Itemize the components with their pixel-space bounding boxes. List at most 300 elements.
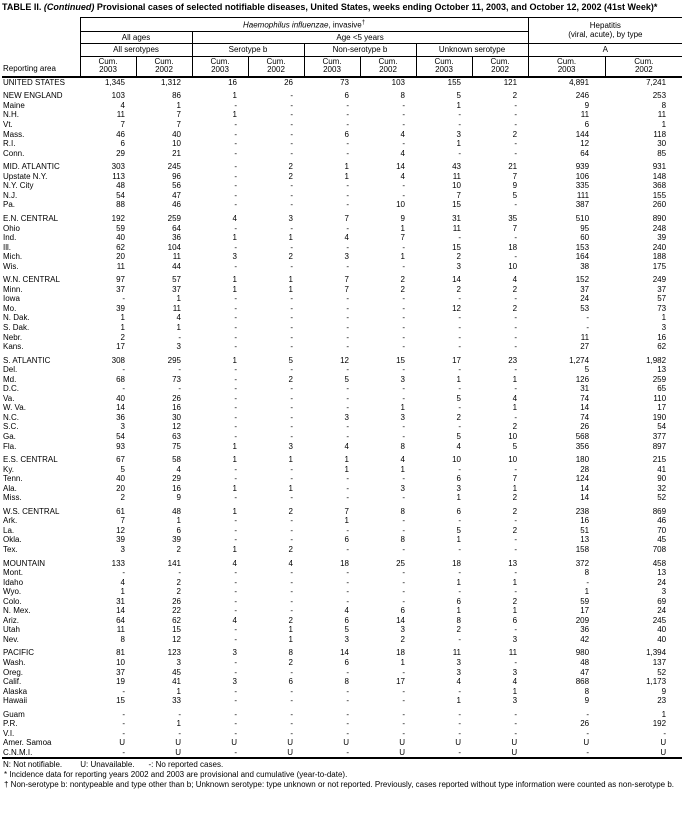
value-cell: - — [290, 384, 293, 394]
reporting-area-cell: Calif. — [3, 677, 22, 687]
table-row — [2, 432, 682, 442]
value-cell: 8 — [400, 441, 405, 451]
value-cell: 62 — [657, 342, 667, 352]
value-cell: 11 — [172, 252, 181, 262]
table-row — [2, 507, 682, 517]
value-cell: - — [234, 190, 237, 200]
value-cell: - — [290, 261, 293, 271]
value-cell: 97 — [116, 275, 125, 285]
table-row — [2, 606, 682, 616]
value-cell: 192 — [111, 213, 125, 223]
value-cell: - — [514, 535, 518, 545]
value-cell: 308 — [111, 355, 125, 365]
value-cell: 19 — [116, 677, 125, 687]
value-cell: 1 — [456, 493, 461, 503]
value-cell: 15 — [396, 355, 405, 365]
value-cell: 1,394 — [646, 648, 667, 658]
value-cell: - — [290, 91, 293, 101]
value-cell: - — [458, 365, 461, 375]
table-row — [2, 696, 682, 706]
value-cell: - — [290, 181, 293, 191]
value-cell: - — [234, 577, 237, 587]
value-cell: 3 — [232, 648, 237, 658]
value-cell: 6 — [344, 535, 349, 545]
reporting-area-cell: Ala. — [3, 483, 17, 493]
value-cell: - — [234, 162, 237, 172]
value-cell: 2 — [456, 252, 461, 262]
value-cell: 6 — [344, 615, 349, 625]
table-title — [2, 2, 674, 14]
value-cell: - — [402, 719, 405, 729]
value-cell: 2 — [512, 129, 518, 139]
value-cell: - — [346, 493, 349, 503]
value-cell: 8 — [661, 100, 667, 110]
value-cell: - — [402, 120, 405, 130]
value-cell: 249 — [652, 275, 667, 285]
value-cell: - — [458, 294, 461, 304]
value-cell: 246 — [575, 91, 590, 101]
value-cell: 1 — [176, 516, 181, 526]
value-cell: - — [290, 493, 293, 503]
value-cell: 1 — [512, 483, 518, 493]
value-cell: 5 — [120, 464, 125, 474]
table-row — [2, 375, 682, 385]
value-cell: - — [402, 431, 405, 441]
value-cell: 4 — [176, 464, 181, 474]
value-cell: 1 — [344, 464, 349, 474]
value-cell: 1 — [176, 686, 181, 696]
value-cell: - — [402, 596, 405, 606]
value-cell: - — [402, 525, 405, 535]
title-prefix: TABLE II. — [2, 2, 44, 12]
value-cell: - — [346, 242, 349, 252]
value-cell: - — [290, 120, 293, 130]
value-cell: 10 — [452, 455, 461, 465]
value-cell: 86 — [172, 91, 181, 101]
value-cell: - — [402, 686, 405, 696]
value-cell: - — [458, 634, 461, 644]
reporting-area-cell: La. — [3, 525, 15, 535]
value-cell: - — [514, 568, 518, 578]
value-cell: - — [346, 587, 349, 597]
value-cell: 96 — [172, 171, 181, 181]
value-cell: 11 — [116, 110, 125, 120]
value-cell: - — [290, 525, 293, 535]
value-cell: - — [234, 200, 237, 210]
value-cell: - — [234, 412, 237, 422]
value-cell: - — [346, 322, 349, 332]
value-cell: - — [346, 303, 349, 313]
value-cell: U — [287, 738, 293, 748]
table-row — [2, 294, 682, 304]
value-cell: - — [234, 342, 237, 352]
value-cell: 3 — [344, 252, 349, 262]
value-cell: 1 — [344, 455, 349, 465]
value-cell: 6 — [512, 615, 518, 625]
value-cell: - — [402, 322, 405, 332]
value-cell: 1 — [232, 284, 237, 294]
reporting-area-cell: S. ATLANTIC — [3, 355, 51, 365]
value-cell: 356 — [575, 441, 590, 451]
value-cell: 37 — [116, 284, 125, 294]
reporting-area-cell: Amer. Samoa — [3, 738, 52, 748]
hflu-dagger-mark: † — [361, 19, 366, 26]
value-cell: - — [514, 719, 518, 729]
value-cell: - — [346, 403, 349, 413]
reporting-area-cell: S. Dak. — [3, 322, 30, 332]
value-cell: - — [234, 686, 237, 696]
value-cell: 152 — [575, 275, 590, 285]
value-cell: - — [234, 100, 237, 110]
value-cell: - — [458, 709, 461, 719]
value-cell: U — [399, 738, 405, 748]
value-cell: 3 — [512, 696, 518, 706]
value-cell: - — [234, 658, 237, 668]
value-cell: 12 — [340, 355, 349, 365]
value-cell: 4 — [512, 393, 518, 403]
value-cell: - — [346, 384, 349, 394]
value-cell: 54 — [657, 422, 667, 432]
reporting-area-cell: S.C. — [3, 422, 19, 432]
reporting-area-cell: N. Mex. — [3, 606, 31, 616]
value-cell: - — [458, 686, 461, 696]
value-cell: 1 — [456, 696, 461, 706]
value-cell: 155 — [652, 190, 667, 200]
value-cell: 12 — [580, 139, 590, 149]
value-cell: 26 — [580, 719, 590, 729]
value-cell: 9 — [584, 696, 590, 706]
reporting-area-cell: Utah — [3, 625, 20, 635]
value-cell: - — [586, 747, 590, 757]
value-cell: - — [514, 332, 518, 342]
table-row — [2, 149, 682, 159]
reporting-area-cell: W. Va. — [3, 403, 26, 413]
value-cell: 13 — [580, 535, 590, 545]
value-cell: - — [234, 431, 237, 441]
value-cell: - — [234, 719, 237, 729]
value-cell: U — [583, 738, 590, 748]
value-cell: 8 — [584, 686, 590, 696]
value-cell: 7 — [512, 223, 518, 233]
value-cell: - — [234, 403, 237, 413]
value-cell: 6 — [176, 525, 181, 535]
table-row — [2, 545, 682, 555]
value-cell: 31 — [116, 596, 125, 606]
value-cell: - — [290, 464, 293, 474]
value-cell: 4 — [512, 275, 518, 285]
table-row — [2, 687, 682, 697]
reporting-area-cell: N.H. — [3, 110, 19, 120]
value-cell: 3 — [400, 483, 405, 493]
value-cell: - — [458, 233, 461, 243]
value-cell: - — [346, 332, 349, 342]
reporting-area-cell: Fla. — [3, 441, 17, 451]
value-cell: - — [514, 294, 518, 304]
value-cell: - — [234, 667, 237, 677]
value-cell: 7 — [176, 110, 181, 120]
value-cell: - — [234, 129, 237, 139]
value-cell: 3 — [176, 658, 181, 668]
legend-no-reported-cases: -: No reported cases. — [148, 760, 224, 770]
value-cell: 74 — [580, 412, 590, 422]
value-cell: - — [122, 384, 125, 394]
value-cell: 1 — [288, 634, 293, 644]
hflu-italic-label: Haemophilus influenzae — [243, 20, 329, 30]
value-cell: - — [290, 110, 293, 120]
value-cell: - — [290, 577, 293, 587]
value-cell: 26 — [580, 422, 590, 432]
value-cell: 1 — [232, 91, 237, 101]
reporting-area-header: Reporting area — [2, 17, 80, 77]
notifiable-diseases-table — [2, 17, 682, 760]
value-cell: 2 — [400, 275, 405, 285]
value-cell: 65 — [657, 384, 667, 394]
value-cell: 9 — [176, 493, 181, 503]
value-cell: 21 — [508, 162, 518, 172]
value-cell: 7,241 — [646, 77, 667, 87]
table-row — [2, 710, 682, 720]
value-cell: 57 — [172, 275, 181, 285]
value-cell: 39 — [116, 303, 125, 313]
value-cell: 190 — [652, 412, 667, 422]
cum-2003-header: Cum. 2003 — [304, 56, 360, 77]
value-cell: 3 — [456, 667, 461, 677]
value-cell: - — [346, 568, 349, 578]
cum-2002-header: Cum. 2002 — [605, 56, 682, 77]
table-row — [2, 130, 682, 140]
value-cell: 1 — [232, 483, 237, 493]
table-row — [2, 275, 682, 285]
table-row — [2, 568, 682, 578]
value-cell: 4 — [456, 441, 461, 451]
value-cell: 295 — [167, 355, 181, 365]
value-cell: - — [290, 393, 293, 403]
value-cell: 1,982 — [646, 355, 667, 365]
table-row — [2, 616, 682, 626]
unknown-serotype-header: Unknown serotype — [416, 44, 528, 57]
value-cell: - — [402, 709, 405, 719]
table-row — [2, 625, 682, 635]
value-cell: - — [402, 696, 405, 706]
value-cell: - — [402, 110, 405, 120]
value-cell: 9 — [584, 100, 590, 110]
value-cell: 1 — [344, 516, 349, 526]
value-cell: - — [234, 728, 237, 738]
value-cell: 144 — [575, 129, 590, 139]
value-cell: 4,891 — [569, 77, 590, 87]
value-cell: - — [290, 190, 293, 200]
value-cell: 13 — [657, 568, 667, 578]
value-cell: 45 — [172, 667, 181, 677]
reporting-area-cell: Minn. — [3, 284, 23, 294]
reporting-area-cell: Nebr. — [3, 332, 23, 342]
value-cell: 10 — [508, 431, 518, 441]
reporting-area-cell: MID. ATLANTIC — [3, 162, 60, 172]
value-cell: 10 — [172, 139, 181, 149]
value-cell: 5 — [584, 365, 590, 375]
table-row — [2, 719, 682, 729]
value-cell: - — [514, 148, 518, 158]
value-cell: 164 — [575, 252, 590, 262]
value-cell: - — [586, 577, 590, 587]
value-cell: 869 — [652, 506, 667, 516]
value-cell: 14 — [396, 162, 405, 172]
value-cell: 2 — [176, 577, 181, 587]
value-cell: - — [346, 181, 349, 191]
value-cell: - — [234, 516, 237, 526]
value-cell: 6 — [400, 606, 405, 616]
value-cell: - — [458, 516, 461, 526]
value-cell: 10 — [396, 200, 405, 210]
value-cell: - — [346, 728, 349, 738]
value-cell: - — [290, 719, 293, 729]
value-cell: 1 — [232, 545, 237, 554]
value-cell: 18 — [508, 242, 518, 252]
value-cell: - — [290, 516, 293, 526]
value-cell: 5 — [288, 355, 293, 365]
value-cell: 81 — [116, 648, 125, 658]
value-cell: 3 — [288, 213, 293, 223]
value-cell: - — [234, 422, 237, 432]
value-cell: - — [458, 322, 461, 332]
value-cell: - — [234, 384, 237, 394]
reporting-area-cell: Md. — [3, 374, 17, 384]
value-cell: - — [402, 393, 405, 403]
value-cell: - — [458, 422, 461, 432]
value-cell: - — [458, 719, 461, 729]
value-cell: 215 — [652, 455, 667, 465]
value-cell: 568 — [575, 431, 590, 441]
value-cell: 2 — [456, 284, 461, 294]
value-cell: - — [514, 322, 518, 332]
value-cell: 6 — [288, 677, 293, 687]
value-cell: 2 — [512, 596, 518, 606]
value-cell: - — [290, 100, 293, 110]
value-cell: 1 — [120, 313, 125, 323]
value-cell: 37 — [172, 284, 181, 294]
value-cell: 31 — [580, 384, 590, 394]
value-cell: 1 — [288, 625, 293, 635]
value-cell: - — [458, 148, 461, 158]
value-cell: 46 — [657, 516, 667, 526]
value-cell: 95 — [580, 223, 590, 233]
hepatitis-line2: (viral, acute), by type — [568, 30, 643, 40]
value-cell: - — [234, 374, 237, 384]
value-cell: 10 — [508, 261, 518, 271]
value-cell: 133 — [111, 558, 125, 568]
value-cell: - — [514, 709, 518, 719]
value-cell: 1 — [232, 110, 237, 120]
value-cell: 68 — [116, 374, 125, 384]
table-row — [2, 465, 682, 475]
value-cell: 10 — [452, 181, 461, 191]
value-cell: - — [458, 342, 461, 352]
value-cell: 15 — [172, 625, 181, 635]
reporting-area-cell: V.I. — [3, 728, 15, 738]
table-row — [2, 535, 682, 545]
value-cell: - — [402, 100, 405, 110]
value-cell: 1 — [456, 139, 461, 149]
value-cell: - — [586, 709, 590, 719]
value-cell: 38 — [580, 261, 590, 271]
value-cell: 17 — [116, 342, 125, 352]
value-cell: - — [346, 696, 349, 706]
value-cell: - — [290, 412, 293, 422]
table-row — [2, 262, 682, 272]
value-cell: U — [455, 738, 461, 748]
value-cell: - — [234, 139, 237, 149]
value-cell: 7 — [512, 171, 518, 181]
value-cell: - — [402, 365, 405, 375]
value-cell: - — [586, 322, 590, 332]
cum-2002-header: Cum. 2002 — [248, 56, 304, 77]
value-cell: 11 — [452, 648, 461, 658]
value-cell: 37 — [580, 284, 590, 294]
value-cell: 126 — [575, 374, 590, 384]
value-cell: - — [402, 493, 405, 503]
value-cell: 1 — [661, 120, 667, 130]
value-cell: 62 — [172, 615, 181, 625]
reporting-area-cell: Ga. — [3, 431, 16, 441]
value-cell: 6 — [584, 120, 590, 130]
value-cell: 1 — [400, 658, 405, 668]
value-cell: - — [290, 587, 293, 597]
value-cell: 2 — [400, 634, 405, 644]
value-cell: - — [458, 403, 461, 413]
value-cell: 1 — [344, 162, 349, 172]
value-cell: 897 — [652, 441, 667, 451]
value-cell: - — [234, 181, 237, 191]
value-cell: 39 — [172, 535, 181, 545]
value-cell: 868 — [575, 677, 590, 687]
value-cell: 1 — [288, 483, 293, 493]
value-cell: 8 — [288, 648, 293, 658]
table-row — [2, 587, 682, 597]
value-cell: - — [234, 747, 237, 757]
value-cell: - — [402, 728, 405, 738]
value-cell: 368 — [652, 181, 667, 191]
value-cell: 3 — [400, 625, 405, 635]
table-row — [2, 422, 682, 432]
value-cell: 209 — [575, 615, 590, 625]
value-cell: - — [346, 110, 349, 120]
value-cell: 58 — [172, 455, 181, 465]
table-row — [2, 384, 682, 394]
cum-2002-header: Cum. 2002 — [360, 56, 416, 77]
value-cell: 1,173 — [646, 677, 667, 687]
value-cell: 73 — [657, 303, 667, 313]
value-cell: 3 — [661, 322, 667, 332]
value-cell: 1 — [661, 709, 667, 719]
table-row — [2, 304, 682, 314]
value-cell: - — [234, 303, 237, 313]
value-cell: - — [514, 464, 518, 474]
reporting-area-cell: Nev. — [3, 634, 19, 644]
value-cell: - — [346, 120, 349, 130]
table-row — [2, 455, 682, 465]
value-cell: - — [346, 474, 349, 484]
value-cell: - — [290, 422, 293, 432]
value-cell: - — [234, 242, 237, 252]
value-cell: 103 — [111, 91, 125, 101]
value-cell: 253 — [652, 91, 667, 101]
value-cell: 40 — [172, 129, 181, 139]
value-cell: 39 — [116, 535, 125, 545]
reporting-area-cell: Wis. — [3, 261, 19, 271]
value-cell: 1 — [288, 284, 293, 294]
value-cell: 2 — [512, 303, 518, 313]
value-cell: 104 — [167, 242, 181, 252]
